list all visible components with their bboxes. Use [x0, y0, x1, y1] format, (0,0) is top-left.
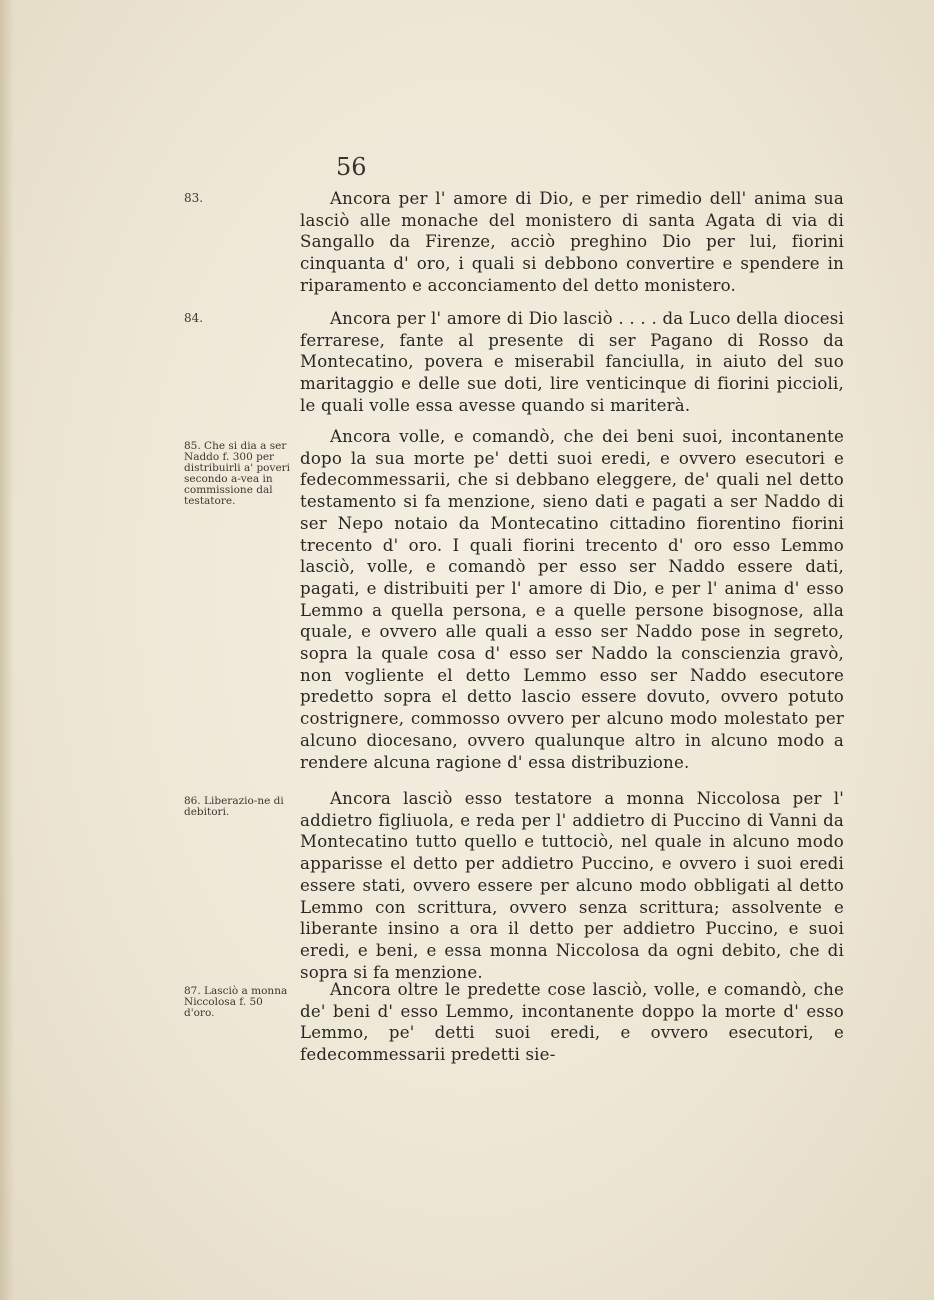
page-number: 56: [336, 153, 367, 181]
margin-note-86: 86. Liberazio-ne di debitori.: [184, 795, 284, 818]
paragraph-86: Ancora lasciò esso testatore a monna Niccolosa per l' addietro figliuola, e reda per l' addietro di Puccino di Vanni da Montecatino tutto quello e tuttociò, nel quale in alcuno modo apparisse el detto per addietro Puccino, e ovvero i suoi eredi essere stati, ovvero essere per alcuno modo obbligati al detto Lemmo con scrittura, ovvero senza scrittura; assolvente e liberante insino a ora il detto per addietro Puccino, e suoi eredi, e beni, e essa monna Niccolosa da ogni debito, che di sopra si fa menzione.: [300, 789, 844, 982]
paragraph-85: Ancora volle, e comandò, che dei beni suoi, incontanente dopo la sua morte pe' detti suoi eredi, e ovvero esecutori e fedecommessarii, che si debbano eleggere, de' quali nel detto testamento si fa menzione, sieno dati e pagati a ser Naddo di ser Nepo notaio da Montecatino cittadino fiorentino fiorini trecento d' oro. I quali fiorini trecento d' oro esso Lemmo lasciò, volle, e comandò per esso ser Naddo essere dati, pagati, e distribuiti per l' amore di Dio, e per l' anima d' esso Lemmo a quella persona, e a quelle persone bisognose, alla quale, e ovvero alle quali a esso ser Naddo pose in segreto, sopra la quale cosa d' esso ser Naddo la conscienzia gravò, non vogliente el detto Lemmo esso ser Naddo esecutore predetto sopra el detto lascio essere dovuto, ovvero potuto costrignere, commosso ovvero per alcuno modo molestato per alcuno diocesano, ovvero qualunque altro in alcuno modo a rendere alcuna ragione d' essa distribuzione.: [300, 427, 844, 772]
paragraph-83: Ancora per l' amore di Dio, e per rimedio dell' anima sua lasciò alle monache del monistero di santa Agata di via di Sangallo da Firenze, acciò preghino Dio per lui, fiorini cinquanta d' oro, i quali si debbono convertire e spendere in riparamento e acconciamento del detto monistero.: [300, 189, 844, 295]
margin-note-83: 83.: [184, 191, 204, 205]
margin-note-87: 87. Lasciò a monna Niccolosa f. 50 d'oro.: [184, 985, 288, 1019]
margin-note-84: 84.: [184, 311, 204, 325]
paragraph-87: Ancora oltre le predette cose lasciò, volle, e comandò, che de' beni d' esso Lemmo, incontanente doppo la morte d' esso Lemmo, pe' detti suoi eredi, e ovvero esecutori, e fedecommessarii predetti sie-: [300, 980, 844, 1065]
paragraph-84: Ancora per l' amore di Dio lasciò . . . . da Luco della diocesi ferrarese, fante al presente di ser Pagano di Rosso da Montecatino, povera e miserabil fanciulla, in aiuto del suo maritaggio e delle sue doti, lire venticinque di fiorini piccioli, le quali volle essa avesse quando si mariterà.: [300, 309, 844, 415]
margin-note-85: 85. Che si dia a ser Naddo f. 300 per distribuirli a' poveri secondo a-vea in commissione dal testatore.: [184, 440, 291, 507]
binding-edge: [0, 0, 14, 1300]
